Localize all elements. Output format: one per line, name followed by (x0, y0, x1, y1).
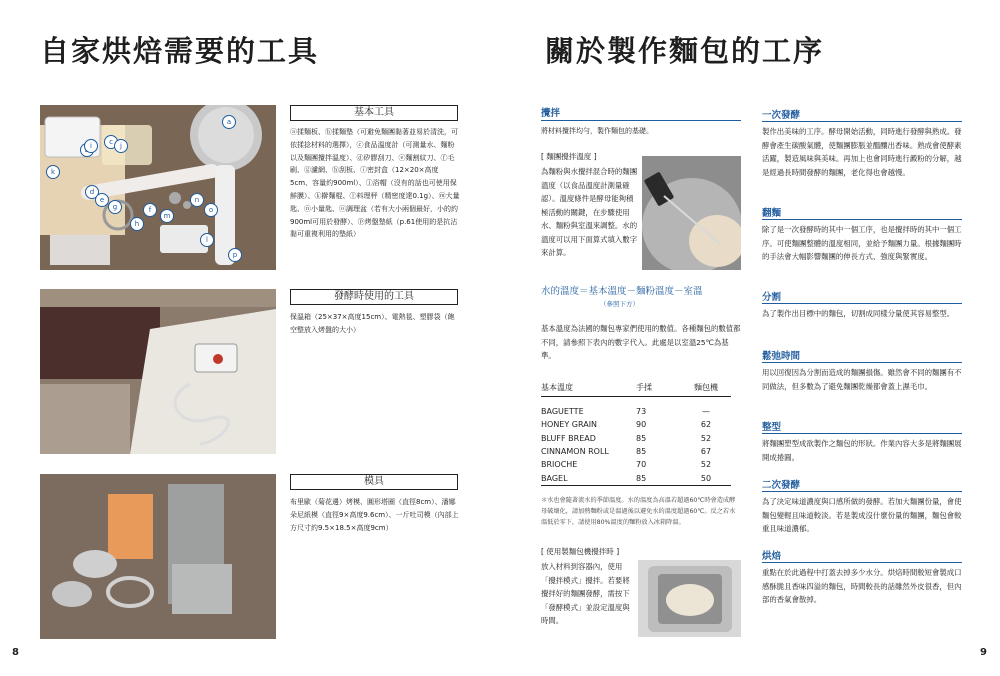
row-machine: — (702, 407, 710, 417)
basic-tools-illustration (40, 105, 276, 270)
table-row (541, 471, 731, 485)
col-header-base: 基本溫度 (541, 382, 573, 392)
row-name: BAGEL (541, 473, 568, 483)
formula-note: （參照下方） (600, 300, 639, 308)
mixing-heading: 攪拌 (541, 108, 561, 119)
col-header-hand: 手揉 (636, 382, 652, 392)
step-divider (762, 303, 962, 304)
base-temp-text: 基本溫度為法國的麵包專家們使用的數值。各種麵包的數值都不同，請參照下表內的數字代入。此處是以室溫25℃為基準。 (541, 324, 741, 360)
row-hand: 85 (636, 473, 647, 483)
table-row (541, 418, 731, 431)
step-text-shaping: 將麵團塑型成欲製作之麵包的形狀。作業內容大多是將麵團展開成捲圓。 (762, 439, 962, 462)
base-temp-table (541, 378, 731, 486)
molds-heading: 模具 (290, 474, 458, 490)
step-divider (762, 219, 962, 220)
left-page-number: 8 (12, 647, 19, 658)
mixing-divider (541, 120, 741, 121)
right-page-title: 關於製作麵包的工序 (545, 34, 825, 68)
photo-label-g: g (108, 200, 122, 214)
bread-machine-photo (638, 560, 741, 637)
fermentation-tools-text: 保溫箱（25×37×高度15cm）、電熱毯、塑膠袋（飽空整放入烤盤的大小） (290, 313, 455, 334)
step-heading-divide: 分割 (762, 292, 782, 303)
step-heading-first-fermentation: 一次發酵 (762, 110, 801, 121)
row-name: CINNAMON ROLL (541, 447, 609, 457)
photo-label-l: l (200, 233, 214, 247)
dough-temp-text: 為麵粉與水攪拌混合時的麵團溫度（以食品溫度計測量確認）。溫度條件是酵母能夠積極活動的關鍵，在步驟使用水、麵粉與室溫來調整。水的溫度可以用下面算式填入數字來計算。 (541, 167, 638, 257)
step-heading-punch-down: 翻麵 (762, 208, 782, 219)
step-text-first-fermentation: 製作出美味的工序。酵母開始活動，同時進行發酵與熟成。發酵會產生碳酸氣體，使麵團膨脹並醞釀出香味。熟成會使酵素活躍，製造風味與美味。再加上也會同時進行澱粉的分解，越是經過長時間發酵的麵團，老化得也會越慢。 (762, 127, 962, 177)
row-hand: 70 (636, 460, 647, 470)
molds-photo (40, 474, 276, 639)
table-row (541, 445, 731, 458)
photo-label-i: i (84, 139, 98, 153)
basic-tools-photo (40, 105, 276, 270)
row-machine: 52 (700, 460, 712, 470)
thermometer-illustration (642, 156, 741, 270)
photo-label-c: c (104, 135, 118, 149)
table-row (541, 405, 731, 418)
fermentation-tools-illustration (40, 289, 276, 454)
photo-label-d: d (85, 185, 99, 199)
row-name: HONEY GRAIN (541, 420, 598, 430)
basic-tools-text: ⓐ揉麵板、ⓑ揉麵墊（可避免麵團黏著並易於清洗，可依揉捻材料的選擇），ⓒ食品溫度計（可測量水、麵粉以及麵團攪拌溫度）、ⓓ矽膠刮刀、ⓔ麵割紋刀、ⓕ毛刷、ⓖ濾網、ⓗ刮板、ⓘ密封盒（12×20×高度5cm、容量約900ml）、ⓙ浴帽（沒有的話也可使用保鮮膜）、ⓚ擀麵棍、ⓛ料理秤（精密度達0.1g）、ⓜ大量匙、ⓝ小量匙、ⓞ調理盆（若有大小兩個最好，小的約900ml可用於發酵）、ⓟ烤盤墊紙（p.61使用的是抗沾黏可重複利用的墊紙） (290, 128, 460, 239)
basic-tools-heading: 基本工具 (290, 105, 458, 121)
row-machine: 67 (700, 447, 712, 457)
step-heading-shaping: 整型 (762, 422, 782, 433)
step-divider (762, 562, 962, 563)
photo-label-j: j (114, 139, 128, 153)
row-hand: 73 (636, 407, 647, 417)
row-name: BRIOCHE (541, 460, 578, 470)
step-divider (762, 121, 962, 122)
bread-machine-subheading: [ 使用製麵包機攪拌時 ] (541, 547, 620, 556)
photo-label-p: p (228, 248, 242, 262)
photo-label-f: f (143, 203, 157, 217)
step-heading-second-fermentation: 二次發酵 (762, 480, 801, 491)
row-machine: 52 (700, 433, 712, 443)
left-page-title: 自家烘焙需要的工具 (40, 34, 320, 68)
row-machine: 50 (700, 473, 712, 483)
mixing-intro: 將材料攪拌均勻，製作麵包的基礎。 (541, 127, 653, 135)
step-text-divide: 為了製作出目標中的麵包，切割成同樣分量使其容易整型。 (762, 309, 955, 318)
row-machine: 62 (700, 420, 712, 430)
thermometer-photo (642, 156, 741, 270)
right-page-number: 9 (980, 647, 987, 658)
dough-temp-subheading: [ 麵團攪拌溫度 ] (541, 152, 597, 161)
step-heading-bench-time: 鬆弛時間 (762, 351, 801, 362)
table-row (541, 432, 731, 445)
photo-label-k: k (46, 165, 60, 179)
base-temp-table-header (541, 378, 731, 397)
bread-machine-text: 放入材料到容器內，使用「攪拌模式」攪拌。若要將攪拌好的麵團發酵，需按下「發酵模式」並設定溫度與時間。 (541, 562, 630, 625)
photo-label-e: e (95, 193, 109, 207)
photo-label-h: h (130, 217, 144, 231)
col-header-machine: 麵包機 (694, 382, 718, 392)
step-divider (762, 362, 962, 363)
photo-label-o: o (204, 203, 218, 217)
step-divider (762, 491, 962, 492)
fermentation-tools-photo (40, 289, 276, 454)
step-heading-bake: 烘焙 (762, 551, 782, 562)
row-name: BAGUETTE (541, 407, 584, 417)
table-footnote: ＊水也會隨著流水的季節溫度。水的溫度為高溫若超過60℃時會造成酵母破壞化，請加熱麵粉或是溫過後以避免水的溫度超過60℃。反之若水溫低於零下，請使用80%溫度的麵粉放入冰箱降溫。 (541, 497, 736, 526)
row-hand: 90 (636, 420, 647, 430)
molds-text: 布里歐（菊花邊）烤模、圓形塔圈（直徑8cm）、潘娜朵尼紙模（直徑9×高度9.6cm）、一斤吐司模（內部上方尺寸約9.5×18.5×高度9cm） (290, 498, 459, 532)
row-hand: 85 (636, 447, 647, 457)
step-divider (762, 433, 962, 434)
fermentation-tools-heading: 發酵時使用的工具 (290, 289, 458, 305)
photo-label-m: m (160, 209, 174, 223)
photo-label-a: a (222, 115, 236, 129)
bread-machine-illustration (638, 560, 741, 637)
step-text-bake: 重點在於此過程中打蓋去掉多少水分。烘焙時間較短會製成口感酥脆且香味四溢的麵包，時間較長的話雖然外皮很香，但內部的香氣會散掉。 (762, 568, 962, 604)
row-name: BLUFF BREAD (541, 433, 596, 443)
molds-illustration (40, 474, 276, 639)
row-hand: 85 (636, 433, 647, 443)
photo-label-n: n (190, 193, 204, 207)
table-row (541, 458, 731, 471)
step-text-bench-time: 用以回復因為分割而造成的麵團損傷。雖然會不同的麵團有不同做法，但多數為了避免麵團乾燥都會蓋上濕毛巾。 (762, 368, 962, 391)
step-text-second-fermentation: 為了決定味道濃度與口感所做的發酵。若加大麵團份量，會使麵包變輕且味道較淡。若是製成沒什麼份量的麵團，麵包會較重且味道濃郁。 (762, 497, 962, 533)
step-text-punch-down: 除了是一次發酵時的其中一個工序，也是攪拌時的其中一個工序。可使麵團整體的溫度相同，並給予麵團力量。根據麵團時的手法會大幅影響麵團的伸長方式、強度與緊實度。 (762, 225, 962, 261)
water-temp-formula: 水的溫度＝基本溫度－麵粉溫度－室溫 (541, 286, 703, 297)
